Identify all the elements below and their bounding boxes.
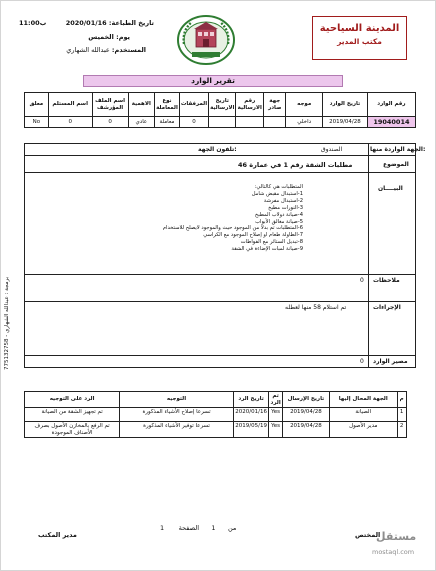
replied-cell: Yes xyxy=(269,422,283,438)
side-credit: 775132758 - برمجة : عبدالله الشهاري xyxy=(4,276,10,370)
list-item: 3-النورات مطبخ xyxy=(268,204,303,211)
index-cell: 1 xyxy=(397,408,406,422)
statement-list xyxy=(162,184,303,253)
spacer-cell xyxy=(406,422,415,438)
header-cell: اسم الملف المؤرشف xyxy=(92,93,128,117)
direction-cell: تسرعا إصلاح الأشياء المذكورة xyxy=(120,408,234,422)
value-cell xyxy=(236,117,264,128)
print-date xyxy=(58,19,154,27)
value-cell: 0 xyxy=(92,117,128,128)
pagination xyxy=(160,524,236,532)
notes-label: ملاحظات xyxy=(373,277,400,284)
list-item: 2-استبدال مفرشة xyxy=(263,197,303,204)
department-cell: مدير الأصول xyxy=(329,422,397,438)
watermark-url: mostaql.com xyxy=(372,548,415,556)
page-total: 1 xyxy=(160,524,165,532)
sent-date-cell: 2019/04/28 xyxy=(282,422,329,438)
reply-cell: تم تجهيز الشقة من الصيانة xyxy=(25,408,120,422)
print-time: 11:00ب xyxy=(19,19,47,27)
value-cell: داخلي xyxy=(286,117,323,128)
header-cell: تم الرد xyxy=(270,393,281,406)
page-current: 1 xyxy=(211,524,216,532)
day-label: يوم: xyxy=(116,33,130,41)
sent-date-cell: 2019/04/28 xyxy=(282,408,329,422)
user-line xyxy=(36,46,146,54)
sender-label: الجهة الواردة منها: xyxy=(370,146,426,153)
value-cell: 2019/04/28 xyxy=(323,117,368,128)
details-box xyxy=(24,143,416,368)
director-label: مدير المكتب xyxy=(38,531,77,539)
actions-value: تم استلام 58 منها لعطله xyxy=(285,304,347,311)
reply-date-cell: 2020/01/16 xyxy=(233,408,269,422)
incoming-number: 19040014 xyxy=(367,117,415,128)
statement-label: البيــــان xyxy=(378,185,403,192)
row-divider xyxy=(24,355,416,356)
page-label: الصفحة xyxy=(178,524,200,532)
row-divider xyxy=(24,155,416,156)
header-cell: جهة صادر xyxy=(264,93,286,117)
replied-cell: Yes xyxy=(269,408,283,422)
notes-value: 0 xyxy=(360,277,364,284)
list-item: 6-المتطلبات تم بدلا من الموجود حيث والموجود لايصلح للاستخدام xyxy=(162,225,303,232)
header-cell: معلق xyxy=(25,93,49,117)
value-cell xyxy=(209,117,236,128)
fate-value: 0 xyxy=(360,358,364,365)
department-cell: الصيانة xyxy=(329,408,397,422)
header-cell: اسم المستلم xyxy=(48,93,92,117)
subject-label: الموضوع xyxy=(383,161,409,168)
direction-cell: تسرعا توفير الأشياء المذكورة xyxy=(120,422,234,438)
value-cell: عادي xyxy=(128,117,155,128)
header-cell: التوجيه xyxy=(120,392,234,408)
referrals-header-row xyxy=(25,392,416,408)
header-cell: تاريخ الارسالية xyxy=(209,93,236,117)
table-row xyxy=(25,422,416,438)
header-cell: الاهمية xyxy=(128,93,155,117)
list-item: 5-صيانة مغالق الأبواب xyxy=(255,218,303,225)
header-cell: رقم الوارد xyxy=(367,93,415,117)
table-row xyxy=(25,408,416,422)
value-cell: 0 xyxy=(48,117,92,128)
day-line xyxy=(86,33,130,41)
user-label: المستخدم: xyxy=(111,46,146,54)
print-date-value: 2020/01/16 xyxy=(65,19,107,27)
list-item: 1-استبدال مقبض شامل xyxy=(251,190,303,197)
of-label: من xyxy=(227,524,237,532)
row-divider xyxy=(24,301,416,302)
list-item: 7-الطاولة طعام او إصلاح الموجود مع الكراسي xyxy=(203,232,303,239)
header-cell: الجهة المحال إليها xyxy=(329,392,397,408)
statement-intro: المتطلبات هي كالتالي: xyxy=(254,184,303,190)
incoming-table xyxy=(24,92,416,128)
organization-box xyxy=(312,16,407,60)
incoming-header-row xyxy=(25,93,416,117)
incoming-value-row xyxy=(25,117,416,128)
print-date-label: تاريخ الطباعة: xyxy=(108,19,154,27)
spacer-cell xyxy=(406,392,415,408)
header-cell: تاريخ الإرسال xyxy=(282,392,329,408)
actions-label: الإجراءات xyxy=(373,304,401,311)
fate-label: مصير الوارد xyxy=(373,358,408,365)
sender-value: الصندوق xyxy=(321,146,343,153)
header-cell: الرد على التوجيه xyxy=(25,392,120,408)
header-cell: تاريخ الرد xyxy=(233,392,269,408)
row-divider xyxy=(24,172,416,173)
header-cell: م xyxy=(397,392,406,408)
header-cell: رقم الارسالية xyxy=(236,93,264,117)
details-divider xyxy=(368,143,369,368)
row-divider xyxy=(24,274,416,275)
header-cell: نوع المعاملة xyxy=(155,93,180,117)
value-cell xyxy=(264,117,286,128)
phone-label: تلفون الجهة: xyxy=(198,146,237,153)
header-cell: المرفقات xyxy=(179,93,208,117)
watermark-logo: مستقل xyxy=(376,530,417,543)
header-cell: تاريخ الوارد xyxy=(323,93,368,117)
reply-date-cell: 2019/05/19 xyxy=(233,422,269,438)
subject-value: مطلبات الشقة رقم 1 في عمارة 46 xyxy=(238,161,353,169)
spacer-cell xyxy=(406,408,415,422)
day-value: الخميس xyxy=(88,33,114,41)
user-value: عبدالله الشهاري xyxy=(66,46,110,54)
official-label: المختص xyxy=(355,531,381,539)
list-item: 4-صيانة دولاب المطبخ xyxy=(254,211,303,218)
referrals-table xyxy=(24,391,416,438)
header-cell: موجه xyxy=(286,93,323,117)
organization-office: مكتب المدير xyxy=(337,37,382,46)
list-item: 8-تبديل الستائر مع الفواطات xyxy=(240,239,303,246)
value-cell: 0 xyxy=(179,117,208,128)
reply-cell: تم الرفع بالمخازن الأصول بصرف الأصناف الموجودة xyxy=(25,422,120,438)
organization-name: المدينة السياحية xyxy=(319,23,400,34)
value-cell: معاملة xyxy=(155,117,180,128)
index-cell: 2 xyxy=(397,422,406,438)
value-cell: No xyxy=(25,117,49,128)
emblem-icon xyxy=(176,14,236,66)
report-title: تقرير الوارد xyxy=(83,75,343,87)
list-item: 9-صيانة لمبات الإضاءة في الشقة xyxy=(231,246,303,253)
